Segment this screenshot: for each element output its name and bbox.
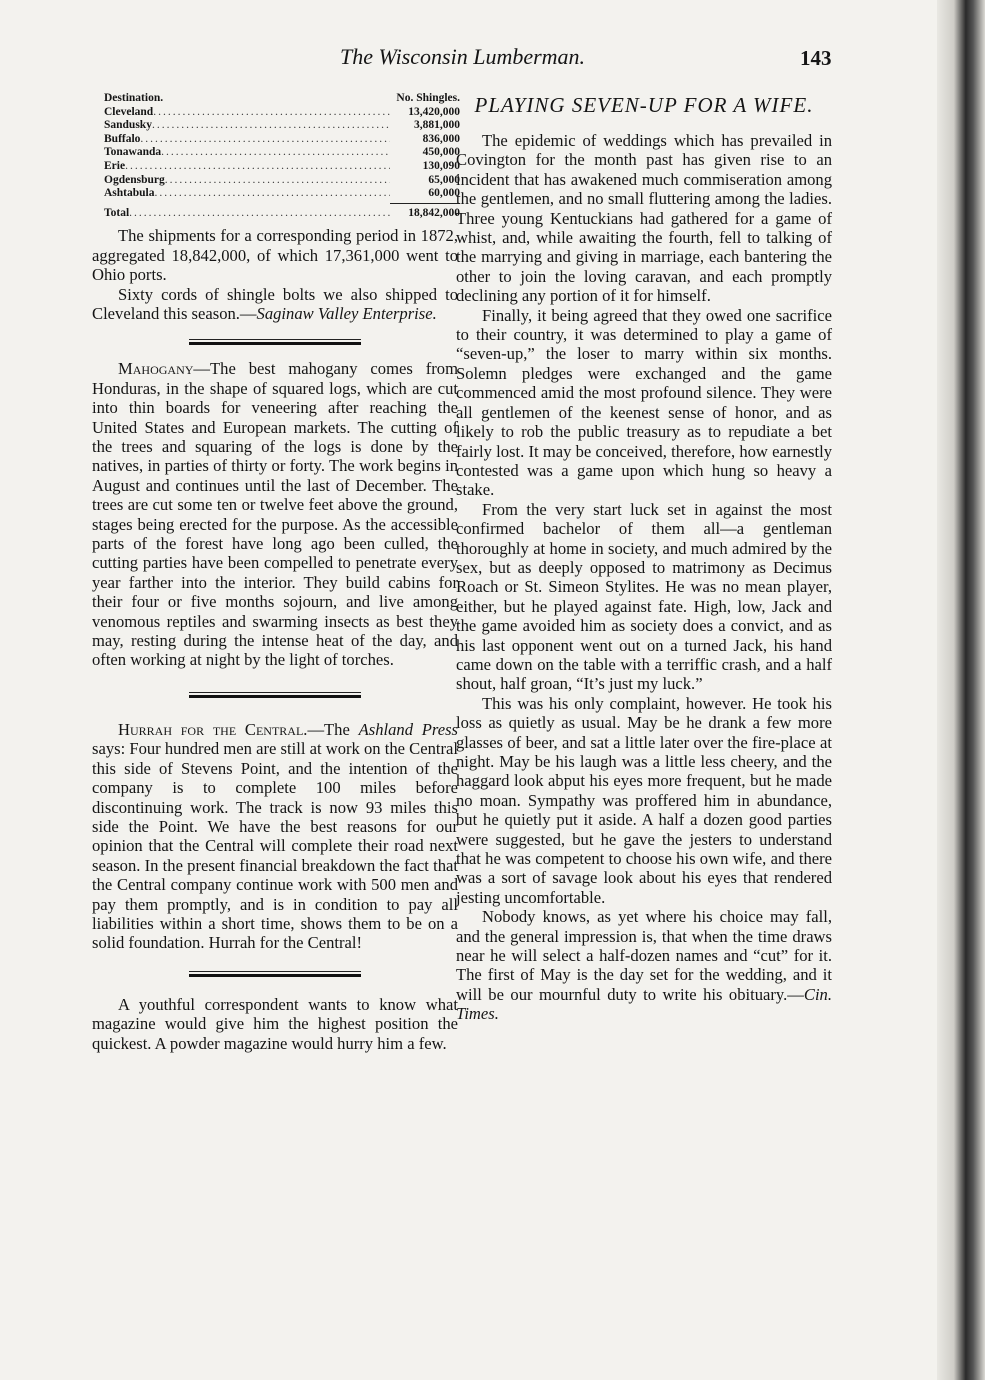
destination-header: Destination. bbox=[104, 92, 164, 104]
total-label: Total bbox=[104, 206, 130, 219]
destination-cell: Erie bbox=[104, 159, 126, 172]
article-heading: Hurrah for the Central. bbox=[118, 719, 308, 739]
article-title: PLAYING SEVEN-UP FOR A WIFE. bbox=[474, 93, 814, 117]
newspaper-name: Ashland Press bbox=[358, 719, 458, 739]
story-paragraph: From the very start luck set in against the most confirmed bachelor of them all—a gentleman thoroughly at home in society, and much admired by the sex, but as deeply opposed to matrimony as Decimus Roach or St. Simeon Stylites. He was no mean player, either, but he played against fate. High, low, Jack and the game avoided him as society does a convict, and as his last opponent went out on a turned Jack, his hand came down on the table with a terriffic crash, and a half shout, half groan, “It’s just my luck.” bbox=[456, 499, 832, 694]
shipments-table-header bbox=[104, 92, 460, 106]
right-column bbox=[456, 92, 832, 1024]
shipment-row bbox=[104, 187, 460, 201]
article-heading: Mahogany bbox=[118, 359, 194, 379]
source-credit: Saginaw Valley Enterprise. bbox=[256, 303, 437, 323]
running-title: The Wisconsin Lumberman. bbox=[340, 44, 586, 69]
mahogany-article: Mahogany—The best mahogany comes from Honduras, in the shape of squared logs, which are cut into thin boards for veneering after reaching the United States and European markets. The cutting of the trees and squaring of the logs is done by the natives, in parties of thirty or forty. The work begins in August and continues until the last of December. The trees are cut some ten or twelve feet above the ground, stages being erected for the purpose. As the accessible parts of the forest have long ago been culled, the cutting parties have been compelled to penetrate every year farther into the interior. They build cabins for their four or five months sojourn, and live among venomous reptiles and swarming insects as best they may, resting during the intense heat of the day, and often working at night by the light of torches. bbox=[92, 359, 458, 670]
shingles-cell: 130,090 bbox=[422, 159, 460, 172]
shingles-header: No. Shingles. bbox=[396, 92, 460, 104]
left-column bbox=[92, 92, 458, 1053]
shingles-cell: 836,000 bbox=[422, 132, 460, 145]
page-header bbox=[0, 44, 900, 74]
shingle-bolts-paragraph: Sixty cords of shingle bolts we also shipped to Cleveland this season.—Saginaw Valley Enterprise. bbox=[92, 284, 458, 323]
magazine-joke: A youthful correspondent wants to know what magazine would give him the highest position the quickest. A powder magazine would hurry him a few. bbox=[92, 994, 458, 1053]
shipment-row bbox=[104, 160, 460, 174]
destination-cell: Ogdensburg bbox=[104, 173, 165, 186]
shingles-cell: 60,000 bbox=[428, 187, 460, 200]
shipment-row bbox=[104, 174, 460, 188]
total-value: 18,842,000 bbox=[408, 206, 460, 219]
shingles-cell: 450,000 bbox=[422, 146, 460, 159]
story-paragraph: This was his only complaint, however. He took his loss as quietly as usual. May be he drank a few more glasses of beer, and sat a little later over the fire-place at night. May be his laugh was a little less cheery, and the haggard look abput his eyes more frequent, but he made no moan. Sympathy was proffered him in abundance, but he quietly put it aside. A half a dozen good parties were suggested, but he gave the jesters to understand that he was competent to choose his own wife, and there was a sort of savage look about his eyes that rendered jesting uncomfortable. bbox=[456, 693, 832, 907]
destination-cell: Cleveland bbox=[104, 105, 154, 118]
section-divider bbox=[189, 692, 361, 698]
destination-cell: Tonawanda bbox=[104, 146, 162, 159]
story-paragraph: The epidemic of weddings which has prevailed in Covington for the month past has given rise to an incident that has awakened much commiseration among the gentlemen, and no small fluttering among the ladies. Three young Kentuckians had gathered for a game of whist, and, while awaiting the fourth, fell to talking of the marrying and giving in marriage, each bantering the other to join the loving caravan, and each promptly declining any portion of it for himself. bbox=[456, 131, 832, 306]
section-divider bbox=[189, 971, 361, 977]
story-paragraph: Nobody knows, as yet where his choice may fall, and the general impression is, that when the time draws near he will select a half-dozen names and “cut” for it. The first of May is the day set for the wedding, and it will be our mournful duty to write his obituary.—Cin. Times. bbox=[456, 907, 832, 1024]
shipments-paragraph: The shipments for a corresponding period in 1872, aggregated 18,842,000, of which 17,361,000 went to Ohio ports. bbox=[92, 226, 458, 285]
shipment-row bbox=[104, 106, 460, 120]
shipments-table bbox=[104, 92, 460, 220]
shingles-cell: 13,420,000 bbox=[408, 105, 460, 118]
source-credit: Cin. Times. bbox=[456, 984, 832, 1024]
shipment-row bbox=[104, 119, 460, 133]
shipment-row bbox=[104, 146, 460, 160]
destination-cell: Buffalo bbox=[104, 132, 141, 145]
destination-cell: Ashtabula bbox=[104, 187, 155, 200]
shipment-row bbox=[104, 133, 460, 147]
story-paragraph: Finally, it being agreed that they owed one sacrifice to their country, it was determined to play a game of “seven-up,” the loser to marry within six months. Solemn pledges were exchanged and the game commenced amid the most profound silence. They were all gentlemen of the keenest sense of honor, and as likely to rob the public treasury as to repudiate a bet fairly lost. It may be conceived, therefore, how earnestly contested was a game upon which hung so heavy a stake. bbox=[456, 305, 832, 500]
page-number: 143 bbox=[800, 46, 832, 70]
hurrah-article: Hurrah for the Central.—The Ashland Press says: Four hundred men are still at work on the Central this side of Stevens Point, and the intention of the company is to complete 100 miles before discontinuing work. The track is now 93 miles this side the Point. We have the best reasons for our opinion that the Central will complete their road next season. In the present financial breakdown the fact that the Central company continue work with 500 men and pay them promptly, and is in condition to pay all liabilities within a short time, shows them to be on a solid foundation. Hurrah for the Central! bbox=[92, 719, 458, 953]
section-divider bbox=[189, 339, 361, 345]
shingles-cell: 65,000 bbox=[428, 173, 460, 186]
sum-rule bbox=[390, 203, 460, 204]
destination-cell: Sandusky bbox=[104, 119, 152, 132]
total-row bbox=[104, 207, 460, 221]
shipments-rows bbox=[104, 106, 460, 201]
shingles-cell: 3,881,000 bbox=[414, 119, 460, 132]
page-binding-edge bbox=[937, 0, 985, 1380]
